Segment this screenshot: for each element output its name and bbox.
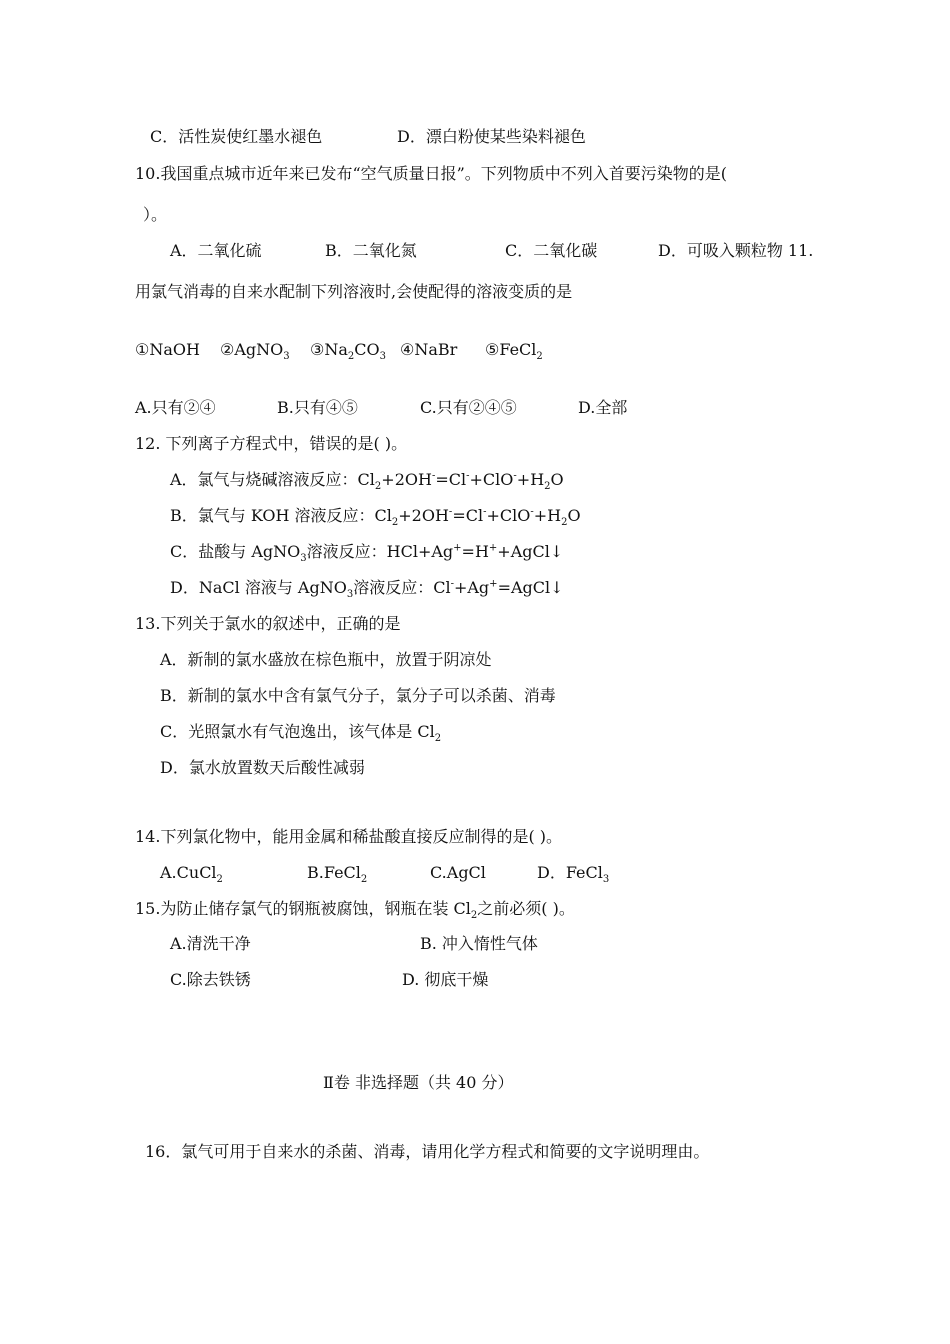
q10-option-b: B．二氧化氮 [325,241,417,260]
q11-substance-5: ⑤FeCl$_2$ [485,340,543,363]
q11-stem: 用氯气消毒的自来水配制下列溶液时,会使配得的溶液变质的是 [135,282,573,301]
q15-option-d: D. 彻底干燥 [402,970,489,989]
q13-stem: 13.下列关于氯水的叙述中，正确的是 [135,614,401,633]
q13-option-a: A．新制的氯水盛放在棕色瓶中，放置于阴凉处 [160,650,492,669]
q12-option-a: A．氯气与烧碱溶液反应：$Cl_2+2OH^-=Cl^-+ClO^-+H_2O$ [170,470,564,493]
q10-option-c: C．二氧化碳 [505,241,598,260]
q9-option-d: D．漂白粉使某些染料褪色 [397,127,586,146]
q10-stem-end: ）。 [143,205,168,224]
q15-stem: 15.为防止储存氯气的钢瓶被腐蚀，钢瓶在装 $Cl_2$之前必须( )。 [135,899,575,922]
q11-option-a: A.只有②④ [135,398,216,417]
q14-option-d: D．FeCl$_3$ [537,863,610,886]
q10-option-d: D．可吸入颗粒物 11. [658,241,814,260]
q11-substance-4: ④NaBr [400,340,458,359]
q13-option-c: C．光照氯水有气泡逸出，该气体是 $Cl_2$ [160,722,442,745]
q13-option-b: B．新制的氯水中含有氯气分子，氯分子可以杀菌、消毒 [160,686,556,705]
q14-option-b: B.FeCl$_2$ [307,863,368,886]
q12-stem: 12. 下列离子方程式中，错误的是( )。 [135,434,408,453]
q11-substance-3: $③Na_2CO_3$ [310,340,386,363]
q10-stem: 10.我国重点城市近年来已发布“空气质量日报”。下列物质中不列入首要污染物的是( [135,164,728,183]
q15-option-c: C.除去铁锈 [170,970,251,989]
q12-option-b: B．氯气与 KOH 溶液反应：$Cl_2+2OH^-=Cl^-+ClO^-+H_2O$ [170,506,581,529]
q13-option-d: D．氯水放置数天后酸性减弱 [160,758,365,777]
q10-option-a: A．二氧化硫 [170,241,262,260]
q15-option-a: A.清洗干净 [170,934,251,953]
q11-substance-2: ②AgNO$_3$ [220,340,290,363]
q11-option-c: C.只有②④⑤ [420,398,517,417]
q15-option-b: B. 冲入惰性气体 [420,934,538,953]
q11-substance-1: ①NaOH [135,340,200,359]
section-2-title: Ⅱ卷 非选择题（共 40 分） [323,1073,514,1092]
q16-stem: 16．氯气可用于自来水的杀菌、消毒，请用化学方程式和简要的文字说明理由。 [145,1142,710,1161]
q11-option-b: B.只有④⑤ [277,398,358,417]
q14-stem: 14.下列氯化物中，能用金属和稀盐酸直接反应制得的是( )。 [135,827,563,846]
q12-option-d: D．NaCl 溶液与 AgNO$_3$溶液反应：Cl-+Ag+=AgCl↓ [170,578,564,601]
q11-option-d: D.全部 [578,398,628,417]
q12-option-c: C．盐酸与 AgNO$_3$溶液反应：HCl+Ag+=H++AgCl↓ [170,542,564,565]
q9-option-c: C．活性炭使红墨水褪色 [150,127,323,146]
q14-option-a: A.CuCl$_2$ [160,863,223,886]
q14-option-c: C.AgCl [430,863,486,882]
